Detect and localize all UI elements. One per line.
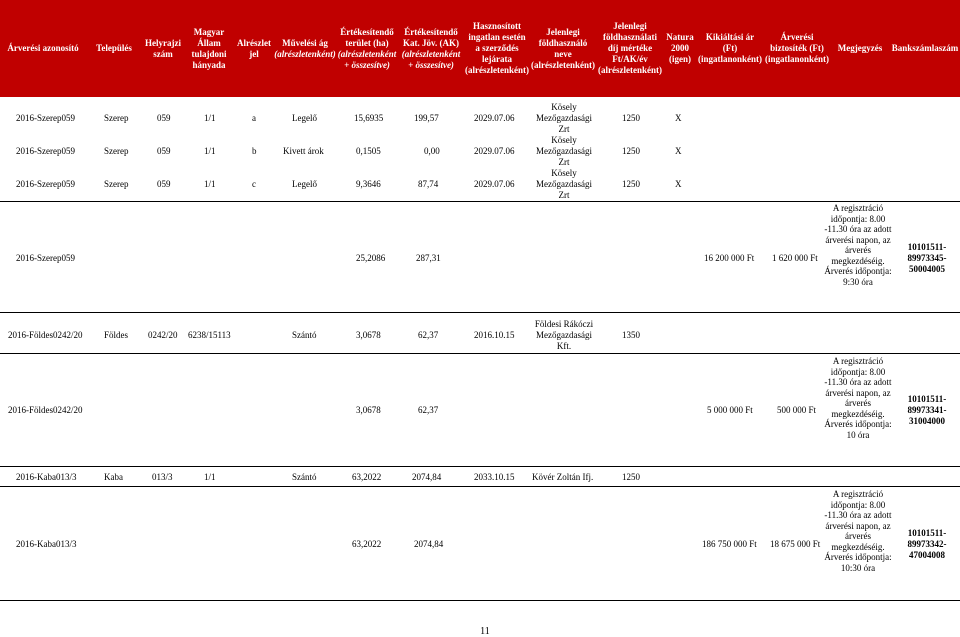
- table-header: [0, 0, 960, 97]
- plot-number: 0242/20: [148, 330, 178, 340]
- bank-account: 10101511-89973342-47004008: [907, 528, 947, 560]
- subplot: c: [252, 179, 256, 189]
- ak-value: 62,37: [418, 330, 439, 340]
- ak-value: 199,57: [414, 113, 439, 123]
- fee: 1250: [622, 113, 640, 123]
- subplot: a: [252, 113, 256, 123]
- state-share: 1/1: [204, 113, 216, 123]
- registration-note: A regisztráció időpontja: 8.00 -11.30 óra az adott árverési napon, az árverés megkezdéséig. Árverés időpontja: 10 óra: [824, 356, 892, 440]
- row-divider: [0, 353, 960, 354]
- area-total: 25,2086: [356, 253, 386, 263]
- contract-expiry: 2033.10.15: [474, 472, 515, 482]
- current-user: Kösely Mezőgazdasági Zrt: [536, 168, 592, 200]
- header-plot-number: Helyrajzi szám: [145, 37, 181, 59]
- state-share: 1/1: [204, 472, 216, 482]
- row-divider: [0, 312, 960, 313]
- area-total: 63,2022: [352, 539, 382, 549]
- fee: 1350: [622, 330, 640, 340]
- auction-id: 2016-Földes0242/20: [8, 405, 83, 415]
- header-natura: Natura 2000 (igen): [666, 32, 694, 64]
- row-divider: [0, 600, 960, 601]
- natura-flag: X: [675, 179, 682, 189]
- row-divider: [0, 486, 960, 487]
- fee: 1250: [622, 179, 640, 189]
- contract-expiry: 2029.07.06: [474, 113, 515, 123]
- area: 3,0678: [356, 330, 381, 340]
- area: 0,1505: [356, 146, 381, 156]
- bank-account: 10101511-89973341-31004000: [907, 394, 947, 426]
- town: Földes: [104, 330, 129, 340]
- state-share: 6238/15113: [188, 330, 231, 340]
- cultivation: Szántó: [292, 330, 317, 340]
- header-area: Értékesítendő terület (ha) (alrészletenként + összesítve): [337, 26, 397, 70]
- natura-flag: X: [675, 113, 682, 123]
- auction-id: 2016-Szerep059: [16, 113, 75, 123]
- ak-total: 2074,84: [414, 539, 444, 549]
- header-ak: Értékesítendő Kat. Jöv. (AK) (alrészletenként + összesítve): [401, 26, 461, 70]
- starting-price: 186 750 000 Ft: [702, 539, 757, 549]
- cultivation: Legelő: [292, 179, 317, 189]
- cultivation: Szántó: [292, 472, 317, 482]
- ak-value: 0,00: [424, 146, 440, 156]
- contract-expiry: 2029.07.06: [474, 179, 515, 189]
- town: Kaba: [104, 472, 123, 482]
- starting-price: 16 200 000 Ft: [704, 253, 755, 263]
- current-user: Kösely Mezőgazdasági Zrt: [536, 102, 592, 134]
- deposit: 1 620 000 Ft: [772, 253, 818, 263]
- ak-value: 2074,84: [412, 472, 442, 482]
- area: 15,6935: [354, 113, 384, 123]
- cultivation: Kivett árok: [283, 146, 324, 156]
- plot-number: 059: [157, 146, 171, 156]
- fee: 1250: [622, 472, 640, 482]
- plot-number: 013/3: [152, 472, 173, 482]
- auction-id: 2016-Szerep059: [16, 146, 75, 156]
- area-total: 3,0678: [356, 405, 381, 415]
- area: 9,3646: [356, 179, 381, 189]
- row-divider: [0, 466, 960, 467]
- town: Szerep: [104, 179, 129, 189]
- header-bank-account: Bankszámlaszám: [891, 43, 959, 53]
- header-subplot: Alrészlet jel: [237, 37, 271, 59]
- auction-id: 2016-Kaba013/3: [16, 472, 77, 482]
- current-user: Kövér Zoltán Ifj.: [532, 472, 594, 482]
- header-current-user: Jelenlegi földhasználó neve (alrészletenként): [531, 26, 595, 70]
- cultivation: Legelő: [292, 113, 317, 123]
- header-fee: Jelenlegi földhasználati díj mértéke Ft/AK/év (alrészletenként): [598, 21, 662, 75]
- auction-id: 2016-Földes0242/20: [8, 330, 83, 340]
- area: 63,2022: [352, 472, 382, 482]
- deposit: 18 675 000 Ft: [770, 539, 821, 549]
- state-share: 1/1: [204, 146, 216, 156]
- page-number: 11: [480, 626, 490, 637]
- header-state-share: Magyar Állam tulajdoni hányada: [191, 26, 227, 70]
- ak-total: 287,31: [416, 253, 441, 263]
- bank-account: 10101511-89973345-50004005: [907, 242, 947, 274]
- registration-note: A regisztráció időpontja: 8.00 -11.30 óra az adott árverési napon, az árverés megkezdéséig. Árverés időpontja: 10:30 óra: [824, 489, 892, 573]
- header-price: Kikiáltási ár (Ft) (ingatlanonként): [698, 32, 763, 64]
- contract-expiry: 2016.10.15: [474, 330, 515, 340]
- deposit: 500 000 Ft: [777, 405, 817, 415]
- town: Szerep: [104, 146, 129, 156]
- header-contract-expiry: Hasznosított ingatlan esetén a szerződés lejárata (alrészletenként): [465, 21, 529, 75]
- fee: 1250: [622, 146, 640, 156]
- current-user: Földesi Rákóczi Mezőgazdasági Kft.: [534, 319, 594, 351]
- auction-id: 2016-Szerep059: [16, 179, 75, 189]
- plot-number: 059: [157, 113, 171, 123]
- subplot: b: [252, 146, 257, 156]
- auction-id: 2016-Kaba013/3: [16, 539, 77, 549]
- town: Szerep: [104, 113, 129, 123]
- state-share: 1/1: [204, 179, 216, 189]
- current-user: Kösely Mezőgazdasági Zrt: [536, 135, 592, 167]
- header-note: Megjegyzés: [837, 43, 883, 53]
- starting-price: 5 000 000 Ft: [707, 405, 753, 415]
- auction-id: 2016-Szerep059: [16, 253, 75, 263]
- plot-number: 059: [157, 179, 171, 189]
- ak-total: 62,37: [418, 405, 439, 415]
- header-cultivation: Művelési ág (alrészletenként): [274, 37, 336, 59]
- header-auction-id: Árverési azonosító: [7, 43, 79, 53]
- row-divider: [0, 201, 960, 202]
- ak-value: 87,74: [418, 179, 439, 189]
- natura-flag: X: [675, 146, 682, 156]
- header-town: Település: [96, 43, 132, 53]
- header-deposit: Árverési biztosíték (Ft) (ingatlanonként): [765, 32, 830, 64]
- contract-expiry: 2029.07.06: [474, 146, 515, 156]
- registration-note: A regisztráció időpontja: 8.00 -11.30 óra az adott árverési napon, az árverés megkezdéséig. Árverés időpontja: 9:30 óra: [824, 203, 892, 287]
